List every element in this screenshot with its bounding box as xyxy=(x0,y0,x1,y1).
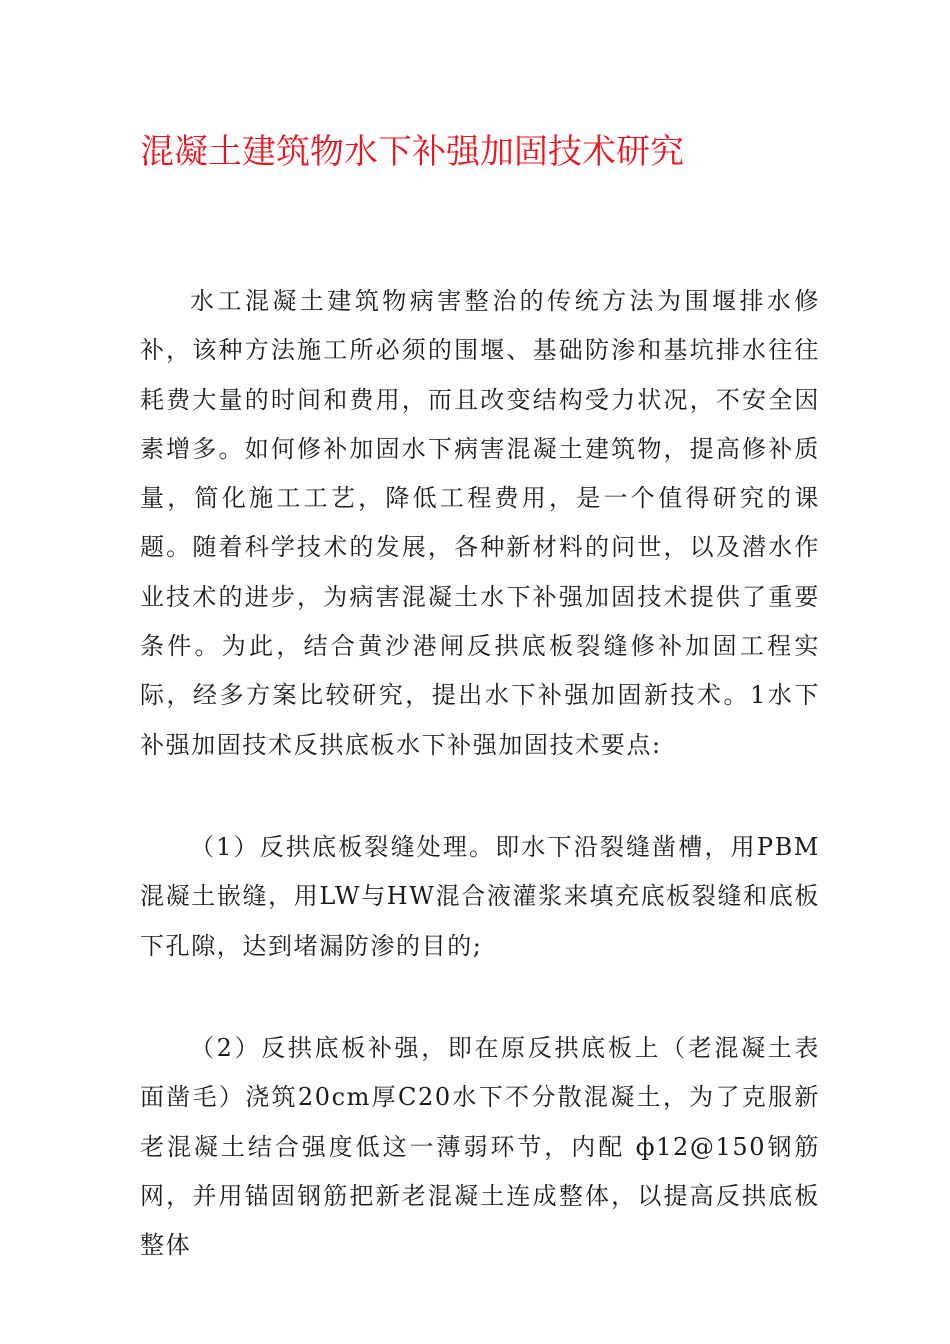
body-paragraph-item-2: （2）反拱底板补强，即在原反拱底板上（老混凝土表面凿毛）浇筑20cm厚C20水下不分散混凝土，为了克服新老混凝土结合强度低这一薄弱环节，内配 ф12@150钢筋网，并用锚固钢筋把新老混凝土连成整体，以提高反拱底板整体 xyxy=(140,1034,820,1260)
document-title: 混凝土建筑物水下补强加固技术研究 xyxy=(140,132,684,172)
body-paragraph-intro: 水工混凝土建筑物病害整治的传统方法为围堰排水修补，该种方法施工所必须的围堰、基础防渗和基坑排水往往耗费大量的时间和费用，而且改变结构受力状况，不安全因素增多。如何修补加固水下病害混凝土建筑物，提高修补质量，简化施工工艺，降低工程费用，是一个值得研究的课题。随着科学技术的发展，各种新材料的问世，以及潜水作业技术的进步，为病害混凝土水下补强加固技术提供了重要条件。为此，结合黄沙港闸反拱底板裂缝修补加固工程实际，经多方案比较研究，提出水下补强加固新技术。1水下补强加固技术反拱底板水下补强加固技术要点: xyxy=(140,287,820,759)
body-paragraph-item-1: （1）反拱底板裂缝处理。即水下沿裂缝凿槽，用PBM混凝土嵌缝，用LW与HW混合液灌浆来填充底板裂缝和底板下孔隙，达到堵漏防渗的目的; xyxy=(140,833,820,960)
